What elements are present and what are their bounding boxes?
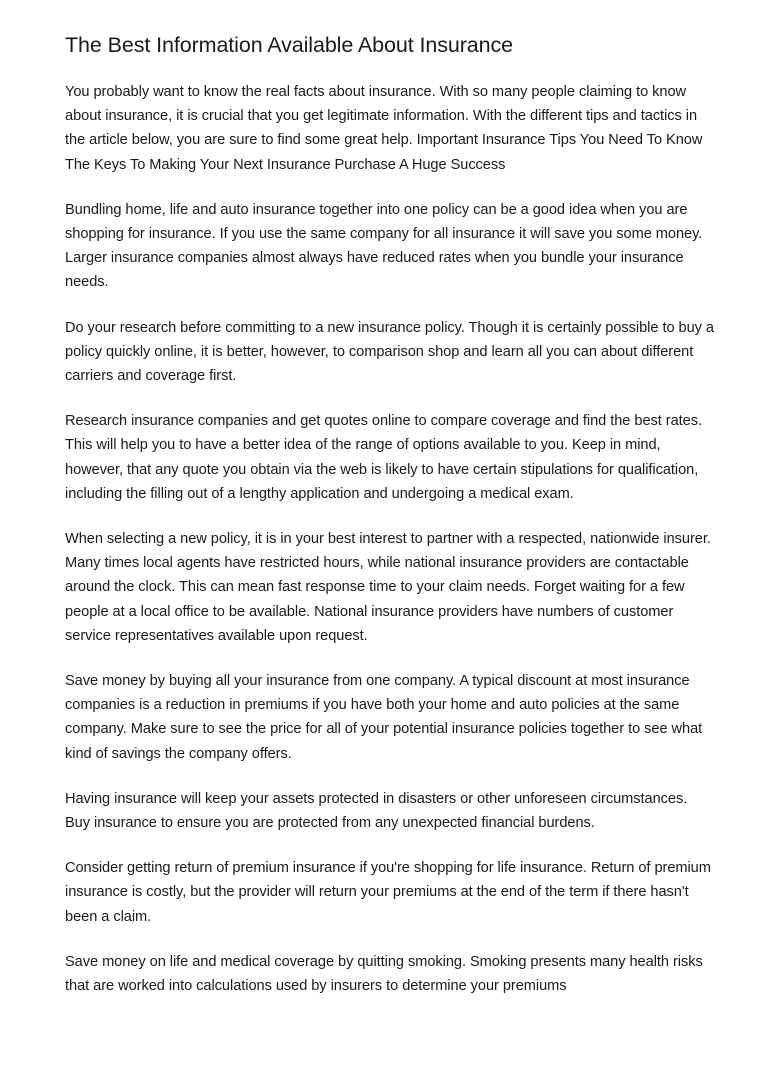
paragraph-2: Bundling home, life and auto insurance together into one policy can be a good idea when you are shopping for insurance. If you use the same company for all insurance it will save you some money. Larger insurance companies almost always have reduced rates when you bundle your insurance needs. (65, 201, 703, 291)
paragraph-8: Consider getting return of premium insurance if you're shopping for life insurance. Return of premium insurance is costly, but the provider will return your premiums at the end of the term if there hasn't been a claim. (65, 860, 711, 925)
paragraph-3: Do your research before committing to a new insurance policy. Though it is certainly possible to buy a policy quickly online, it is better, however, to comparison shop and learn all you can about different carriers and coverage first. (65, 319, 714, 385)
paragraph-1: You probably want to know the real facts about insurance. With so many people claiming to know about insurance, it is crucial that you get legitimate information. With the different tips and tactics in the article below, you are sure to find some great help. Important Insurance Tips You Need To Know The Keys To Making Your Next Insurance Purchase A Huge Success (65, 84, 703, 173)
paragraph-5: When selecting a new policy, it is in your best interest to partner with a respected, nationwide insurer. Many times local agents have restricted hours, while national insurance providers are contactable around the clock. This can mean fast response time to your claim needs. Forget waiting for a few people at a local office to be available. National insurance providers have numbers of customer service representatives available upon request. (65, 531, 711, 644)
paragraph-6: Save money by buying all your insurance from one company. A typical discount at most insurance companies is a reduction in premiums if you have both your home and auto policies at the same company. Make sure to see the price for all of your potential insurance policies together to see what kind of savings the company offers. (65, 673, 703, 762)
page-title: The Best Information Available About Insurance (65, 33, 513, 57)
paragraph-4: Research insurance companies and get quotes online to compare coverage and find the best rates. This will help you to have a better idea of the range of options available to you. Keep in mind, however, that any quote you obtain via the web is likely to have certain stipulations for qualification, including the filling out of a lengthy application and undergoing a medical exam. (65, 413, 702, 502)
paragraph-7: Having insurance will keep your assets protected in disasters or other unforeseen circumstances. Buy insurance to ensure you are protected from any unexpected financial burdens. (65, 790, 688, 832)
paragraph-9: Save money on life and medical coverage by quitting smoking. Smoking presents many health risks that are worked into calculations used by insurers to determine your premiums (65, 953, 703, 995)
document-page (65, 30, 715, 1019)
